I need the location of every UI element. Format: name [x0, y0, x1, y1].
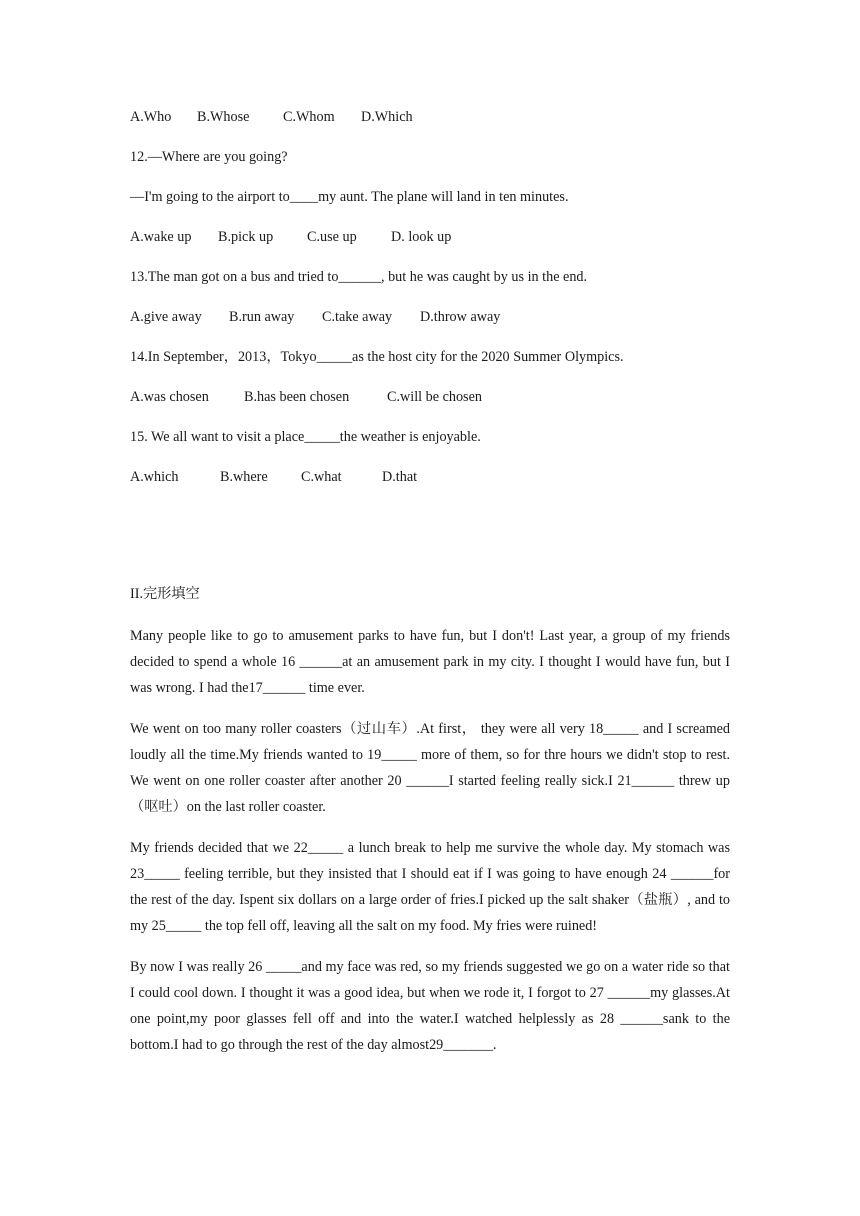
- q14-question: 14.In September，2013，Tokyo_____as the host city for the 2020 Summer Olympics.: [130, 349, 624, 365]
- q13-options: [130, 307, 730, 327]
- option: A.Who: [130, 109, 172, 125]
- option: D.that: [382, 469, 418, 485]
- q13-question: 13.The man got on a bus and tried to______, but he was caught by us in the end.: [130, 269, 588, 285]
- option: D.throw away: [420, 309, 501, 325]
- option: A.which: [130, 469, 179, 485]
- option: C.use up: [307, 229, 357, 245]
- option: D.Which: [361, 109, 413, 125]
- q12-options: [130, 227, 730, 247]
- option: A.give away: [130, 309, 202, 325]
- option: C.what: [301, 469, 342, 485]
- option: A.was chosen: [130, 389, 209, 405]
- cloze-paragraph: Many people like to go to amusement parks to have fun, but I don't! Last year, a group of my friends decided to spend a whole 16 ______at an amusement park in my city. I thought I would have fun, but I was wrong. I had the17______ time ever.: [130, 628, 730, 696]
- option: B.pick up: [218, 229, 274, 245]
- option: C.Whom: [283, 109, 335, 125]
- cloze-paragraph: By now I was really 26 _____and my face was red, so my friends suggested we go on a water ride so that I could cool down. I thought it was a good idea, but when we rode it, I forgot to 27 ______my glasses.At one point,my poor glasses fell off and into the water.I watched helplessly as 28 ______sank to the bottom.I had to go through the rest of the day almost29_______.: [130, 959, 730, 1053]
- option: D. look up: [391, 229, 452, 245]
- q12-question: 12.—Where are you going?: [130, 149, 288, 165]
- worksheet-page: [130, 107, 730, 1073]
- option: C.take away: [322, 309, 393, 325]
- q14-options: [130, 387, 730, 407]
- q11-options: [130, 107, 730, 127]
- option: A.wake up: [130, 229, 192, 245]
- cloze-paragraph: We went on too many roller coasters（过山车）.At first， they were all very 18_____ and I screamed loudly all the time.My friends wanted to 19_____ more of them, so for thre hours we didn't stop to rest. We went on one roller coaster after another 20 ______I started feeling really sick.I 21______ threw up（呕吐）on the last roller coaster.: [130, 721, 730, 815]
- section-title: II.完形填空: [130, 586, 200, 602]
- q15-question: 15. We all want to visit a place_____the weather is enjoyable.: [130, 429, 481, 445]
- q12-answer-line: —I'm going to the airport to____my aunt. The plane will land in ten minutes.: [130, 189, 569, 205]
- option: C.will be chosen: [387, 389, 482, 405]
- option: B.where: [220, 469, 268, 485]
- q15-options: [130, 467, 730, 487]
- cloze-paragraph: My friends decided that we 22_____ a lunch break to help me survive the whole day. My stomach was 23_____ feeling terrible, but they insisted that I should eat if I was going to have enough 24 ______for the rest of the day. Ispent six dollars on a large order of fries.I picked up the salt shaker（盐瓶）, and to my 25_____ the top fell off, leaving all the salt on my food. My fries were ruined!: [130, 840, 730, 934]
- option: B.Whose: [197, 109, 250, 125]
- option: B.has been chosen: [244, 389, 350, 405]
- option: B.run away: [229, 309, 295, 325]
